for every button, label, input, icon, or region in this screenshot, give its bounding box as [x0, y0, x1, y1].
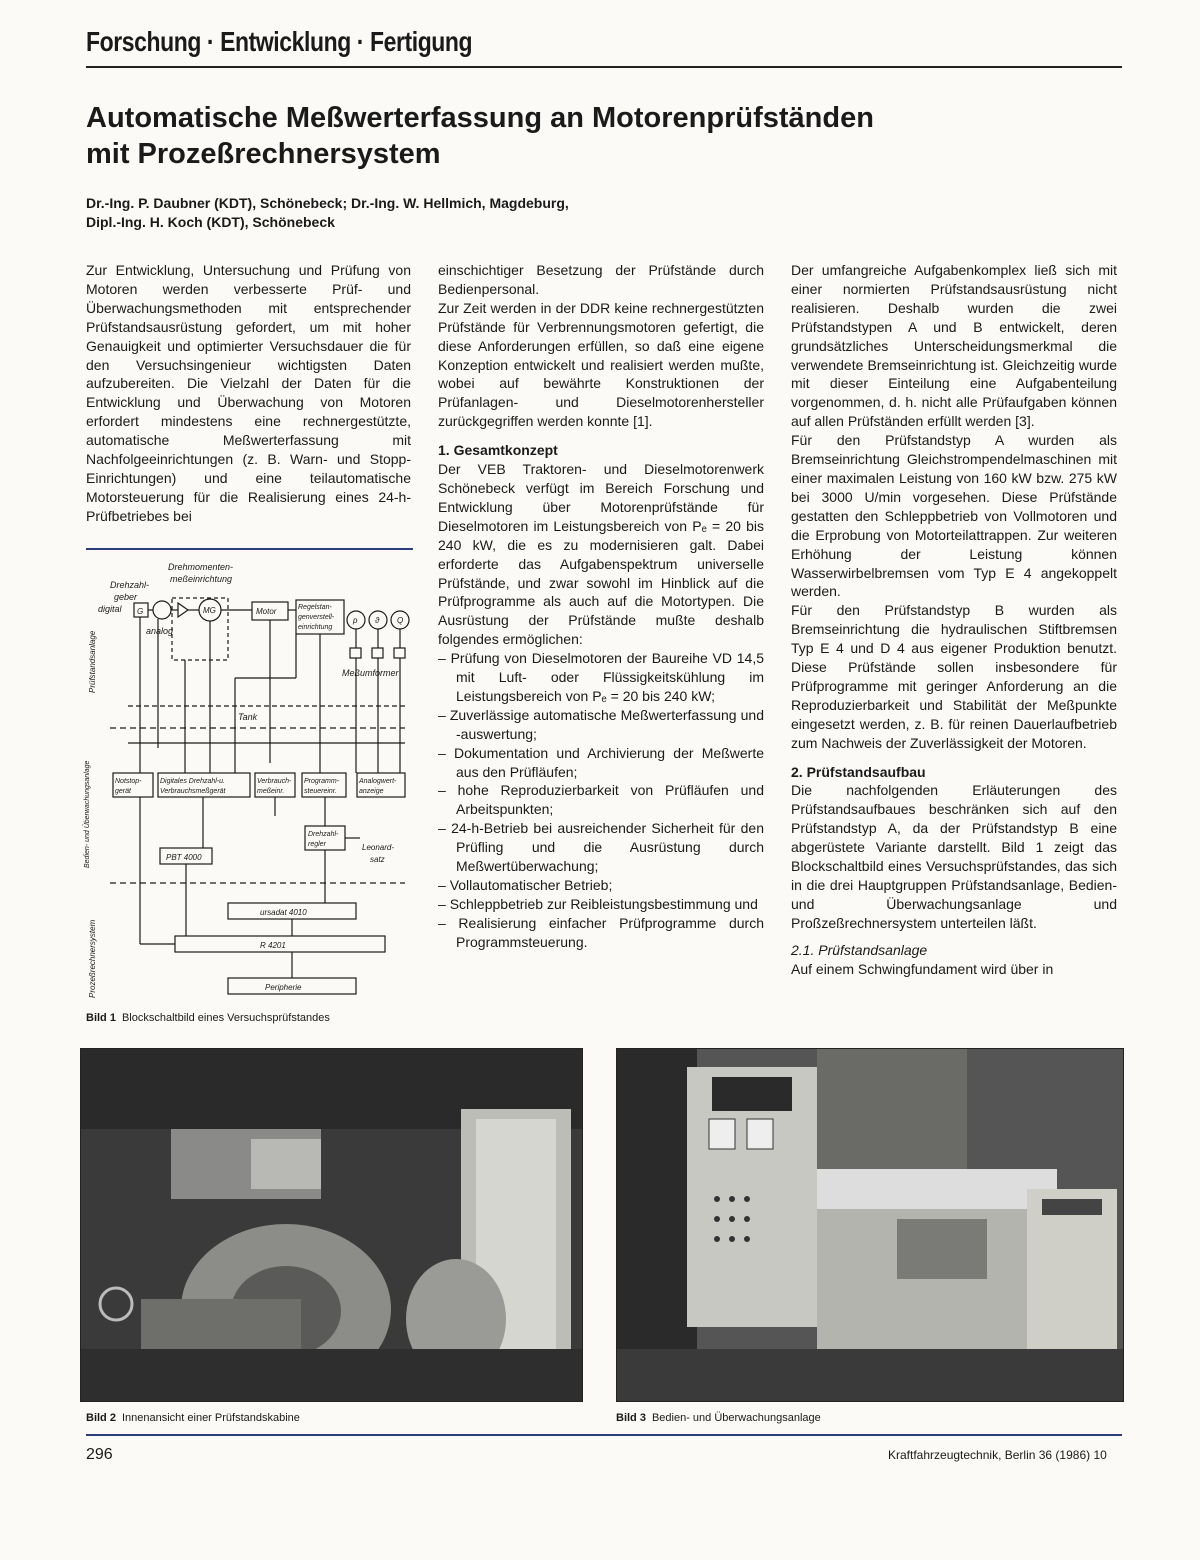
- journal-reference: Kraftfahrzeugtechnik, Berlin 36 (1986) 10: [888, 1448, 1107, 1462]
- list-item: – Prüfung von Dieselmotoren der Baureihe VD 14,5 mit Luft- oder Flüssigkeitskühlung im Leistungsbereich von Pₑ = 20 bis 240 kW;: [438, 649, 764, 706]
- label-g: G: [137, 607, 144, 616]
- column-3: [791, 261, 1117, 979]
- col3-paragraph-1: Der umfangreiche Aufgabenkomplex ließ sich mit einer normierten Prüfstandsausrüstung nicht realisieren. Deshalb wurden die zwei Prüfstandstypen A und B entwickelt, deren grundsätzliches Unterscheidungsmerkmal die verwendete Bremseinrichtung ist. Gleichzeitig wurde mit dieser Einteilung eine Aufgabenteilung vorgenommen, d. h. nicht alle Prüfaufgaben können auf allen Prüfständen erfüllt werden [3].: [791, 262, 1117, 430]
- col2-paragraph-1: einschichtiger Besetzung der Prüfstände durch Bedienpersonal.: [438, 262, 764, 297]
- label-notstop-1: Notstop-: [115, 778, 142, 785]
- label-digdz-2: Verbrauchsmeßgerät: [160, 788, 226, 795]
- article-title: [86, 100, 1086, 172]
- label-drehmoment-2: meßeinrichtung: [170, 574, 233, 584]
- figure1-caption-text: Blockschaltbild eines Versuchsprüfstandes: [121, 1012, 330, 1024]
- col3-paragraph-5: Auf einem Schwingfundament wird über in: [791, 960, 1054, 977]
- label-group-bedien: Bedien- und Überwachungsanlage: [84, 760, 91, 868]
- list-item: – Zuverlässige automatische Meßwerterfassung und -auswertung;: [438, 706, 764, 744]
- label-analogwert-2: anzeige: [359, 788, 384, 795]
- figure2-caption-text: Innenansicht einer Prüfstandskabine: [121, 1412, 300, 1424]
- list-item: – hohe Reproduzierbarkeit von Prüfläufen und Arbeitspunkten;: [438, 781, 764, 819]
- label-dzregler-1: Drehzahl-: [308, 831, 339, 838]
- label-peripherie: Peripherie: [265, 983, 302, 992]
- label-ursadat: ursadat 4010: [260, 908, 307, 917]
- label-digital: digital: [98, 604, 122, 614]
- figure3-caption: [616, 1412, 821, 1424]
- label-digdz-1: Digitales Drehzahl-u.: [160, 778, 225, 785]
- label-drehmoment-1: Drehmomenten-: [168, 562, 234, 572]
- transducer-3: [394, 648, 405, 658]
- label-sensor-theta: ϑ: [375, 616, 380, 625]
- label-messumformer: Meßumformer: [342, 668, 399, 678]
- col3-paragraph-2: Für den Prüfstandstyp A wurden als Bremseinrichtung Gleichstrompendelmaschinen mit einer maximalen Leistung von 160 kW bzw. 275 kW bei 3000 U/min vorgesehen. Diese Prüfstände gestatten den Schleppbetrieb von Vollmotoren und die Erprobung von Motorteilattrappen. Zur weiteren Erhöhung der Leistung können Wasserwirbelbremsen vom Typ E 4 angekoppelt werden.: [791, 432, 1117, 600]
- column-2: [438, 261, 764, 952]
- list-item: – Vollautomatischer Betrieb;: [438, 876, 764, 895]
- list-item: – Dokumentation und Archivierung der Meßwerte aus den Prüfläufen;: [438, 744, 764, 782]
- label-programm-2: steuereinr.: [304, 788, 337, 795]
- figure1-label: Bild 1: [86, 1012, 116, 1024]
- figure1-caption: [86, 1012, 330, 1024]
- label-r4201: R 4201: [260, 941, 286, 950]
- label-group-rechner: Prozeßrechnersystem: [88, 919, 97, 998]
- torque-box: [172, 598, 228, 660]
- heading-gesamtkonzept: 1. Gesamtkonzept: [438, 442, 558, 459]
- title-line-1: Automatische Meßwerterfassung an Motorenprüfständen: [86, 102, 874, 134]
- label-analog: analog: [146, 626, 174, 636]
- intro-paragraph: Zur Entwicklung, Untersuchung und Prüfung von Motoren werden verbesserte Prüf- und Überwachungsmethoden mit entsprechender Prüfstandsausrüstung gefordert, um mit hoher Genauigkeit und optimierter Versuchsdauer die für den Versuchsingenieur wichtigsten Daten aufzubereiten. Die Vielzahl der Daten für die Entwicklung und Überwachung von Motoren erfordert mindestens eine rechnergestützte, automatische Meßwerterfassung mit Nachfolgeeinrichtungen (z. B. Warn- und Stopp-Einrichtungen) und eine teilautomatische Motorsteuerung für die Realisierung eines 24-h-Prüfbetriebes bei: [86, 262, 411, 524]
- label-programm-1: Programm-: [304, 778, 340, 785]
- transducer-1: [350, 648, 361, 658]
- label-regel-2: genverstell-: [298, 614, 335, 621]
- figure2-caption: [86, 1412, 300, 1424]
- torque-sensor-symbol: [178, 603, 188, 617]
- label-verbrauch-1: Verbrauch-: [257, 778, 292, 785]
- figure2-label: Bild 2: [86, 1412, 116, 1424]
- col3-paragraph-3: Für den Prüfstandstyp B wurden als Bremseinrichtung die hydraulischen Stiftbremsen Typ E 4 und D 4 aus eigener Produktion benutzt. Diese Prüfstände sollen insbesondere für Prüfprogramme mit geringer Anforderung an die Reproduzierbarkeit und Stabilität der Meßpunkte eingesetzt werden, z. B. für reinen Dauerlaufbetrieb zum Nachweis der Zuverlässigkeit der Motoren.: [791, 602, 1117, 751]
- authors-line-2: Dipl.-Ing. H. Koch (KDT), Schönebeck: [86, 214, 335, 230]
- label-motor: Motor: [256, 607, 277, 616]
- photo-test-cabin: [80, 1048, 583, 1402]
- col3-paragraph-4: Die nachfolgenden Erläuterungen des Prüfstandsaufbaues beschränken sich auf den Prüfstandstyp A, da der Prüfstandstyp B eine abgerüstete Variante darstellt. Bild 1 zeigt das Blockschaltbild eines Versuchsprüfstandes, das sich in die drei Hauptgruppen Prüfstandsanlage, Bedien- und Überwachungsanlage und Proßzeßrechnersystem unterteilen läßt.: [791, 782, 1117, 931]
- label-dzregler-2: regler: [308, 841, 326, 848]
- authors-line-1: Dr.-Ing. P. Daubner (KDT), Schönebeck; Dr.-Ing. W. Hellmich, Magdeburg,: [86, 195, 569, 211]
- col2-paragraph-2: Zur Zeit werden in der DDR keine rechnergestützten Prüfstände für Verbrennungsmotoren gefertigt, die diese Anforderungen erfüllen, so daß eine eigene Konzeption entwickelt und realisiert werden mußte, wobei auf bewährte Konstruktionen der Prüfanlagen- und Dieselmotorenhersteller zurückgegriffen werden konnte [1].: [438, 299, 764, 430]
- label-leonard-2: satz: [370, 855, 385, 864]
- photo-control-console: [616, 1048, 1124, 1402]
- figure-rule: [86, 548, 413, 550]
- heading-pruefstandsanlage: 2.1. Prüfstandsanlage: [791, 941, 928, 958]
- list-item: – Realisierung einfacher Prüfprogramme durch Programmsteuerung.: [438, 914, 764, 952]
- label-drehzahl-2: geber: [114, 592, 138, 602]
- label-notstop-2: gerät: [115, 788, 131, 795]
- figure3-label: Bild 3: [616, 1412, 646, 1424]
- label-leonard-1: Leonard-: [362, 843, 395, 852]
- label-group-pruefstand: Prüfstandsanlage: [88, 630, 97, 693]
- label-analogwert-1: Analogwert-: [359, 778, 397, 785]
- list-item: – 24-h-Betrieb bei ausreichender Sicherheit für den Prüfling und die Ausrüstung durch Meßwertüberwachung;: [438, 819, 764, 876]
- label-tank: Tank: [238, 712, 258, 722]
- label-pbt: PBT 4000: [166, 853, 202, 862]
- label-drehzahl-1: Drehzahl-: [110, 580, 150, 590]
- list-item: – Schleppbetrieb zur Reibleistungsbestimmung und: [438, 895, 764, 914]
- label-sensor-p: p: [353, 616, 358, 625]
- section-header: Forschung · Entwicklung · Fertigung: [86, 26, 473, 57]
- col2-paragraph-3: Der VEB Traktoren- und Dieselmotorenwerk Schönebeck verfügt im Bereich Forschung und Entwicklung über Motorenprüfstände für Dieselmotoren im Leistungsbereich von Pₑ = 20 bis 240 kW, die es zu modernisieren galt. Dabei erforderte das Aufgabenspektrum universelle Prüfstände, und zwar sowohl im Hinblick auf die Prüfprogramme als auch auf die Motortypen. Die Ausrüstung der Prüfstände mußte deshalb folgendes ermöglichen:: [438, 461, 764, 648]
- header-rule: [86, 66, 1122, 68]
- label-regel-3: einrichtung: [298, 624, 333, 631]
- label-sensor-q: Q: [397, 616, 404, 625]
- figure3-caption-text: Bedien- und Überwachungsanlage: [651, 1412, 821, 1424]
- heading-pruefstandsaufbau: 2. Prüfstandsaufbau: [791, 763, 926, 780]
- transducer-2: [372, 648, 383, 658]
- authors: [86, 194, 986, 232]
- title-line-2: mit Prozeßrechnersystem: [86, 138, 441, 170]
- label-verbrauch-2: meßeinr.: [257, 788, 285, 795]
- column-1: [86, 261, 411, 526]
- generator-circle: [153, 601, 171, 619]
- label-regel-1: Regelstan-: [298, 604, 332, 611]
- bottom-rule: [86, 1434, 1122, 1436]
- label-mg: MG: [203, 606, 216, 615]
- block-diagram: [80, 558, 415, 1008]
- requirements-list: [438, 649, 764, 952]
- page-number: 296: [86, 1446, 113, 1463]
